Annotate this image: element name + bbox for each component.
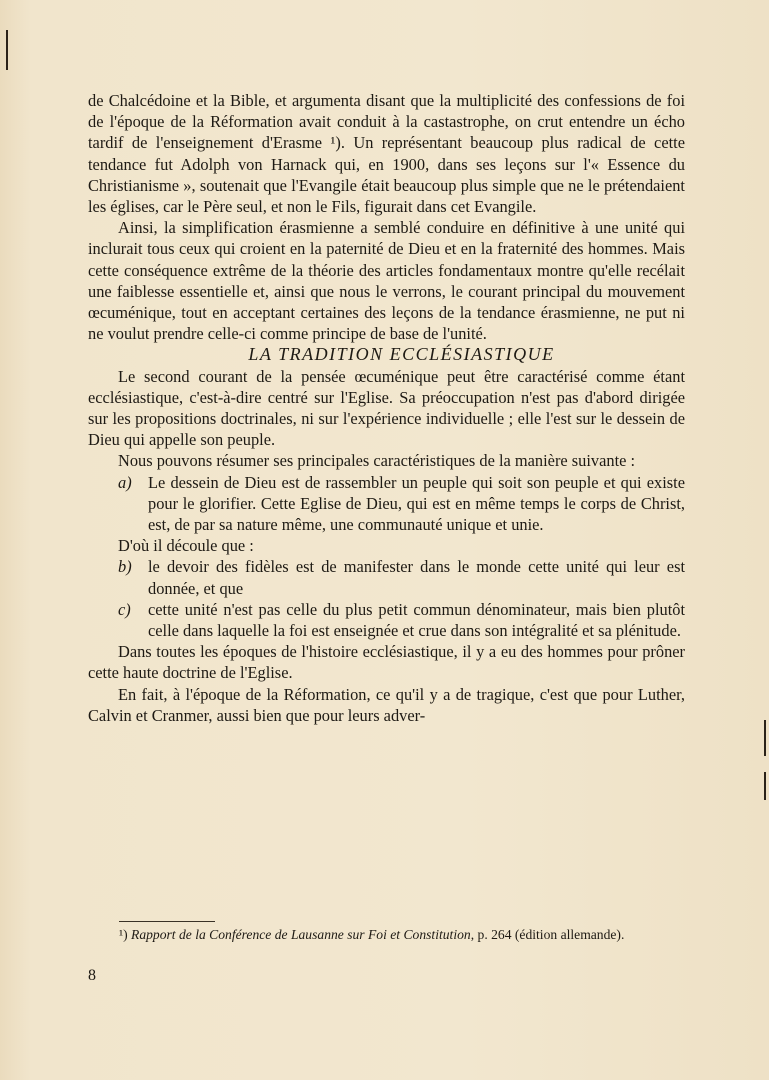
paragraph: de Chalcédoine et la Bible, et argumenta disant que la multiplicité des confessions de foi de l'époque de la Réformation avait conduit à la castastrophe, on crut entendre un écho tardif de l'enseignement d'Erasme ¹). Un représentant beaucoup plus radical de cette tendance fut Adolph von Harnack qui, en 1900, dans ses leçons sur l'« Essence du Christianisme », soutenait que l'Evangile était beaucoup plus simple que ne le prétendaient les églises, car le Père seul, et non le Fils, figurait dans cet Evangile. (88, 91, 685, 217)
section-heading: LA TRADITION ECCLÉSIASTIQUE (248, 344, 555, 365)
list-item (88, 472, 685, 536)
paragraph: Le second courant de la pensée œcuménique peut être caractérisé comme étant ecclésiastique, c'est-à-dire centré sur l'Eglise. Sa préoccupation n'est pas d'abord dirigée sur les propositions doctrinales, ni sur l'expérience individuelle ; elle l'est sur le dessein de Dieu qui appelle son peuple. (88, 366, 685, 450)
footnote-rest: , p. 264 (édition allemande). (470, 927, 625, 942)
page-edge-mark (764, 772, 766, 800)
list-item (88, 599, 685, 641)
page-edge-mark (6, 30, 8, 70)
paragraph: En fait, à l'époque de la Réformation, ce qu'il y a de tragique, c'est que pour Luther, Calvin et Cranmer, aussi bien que pour leurs adver- (88, 684, 685, 725)
list-marker: c) (118, 599, 131, 619)
list-marker: a) (118, 472, 132, 492)
paragraph: D'où il découle que : (118, 536, 254, 556)
list-marker: b) (118, 557, 132, 577)
footnote-title: Rapport de la Conférence de Lausanne sur Foi et Constitution (131, 927, 471, 942)
footnote (119, 926, 694, 944)
list-item-text: cette unité n'est pas celle du plus petit commun dénominateur, mais bien plutôt celle dans laquelle la foi est enseignée et crue dans son intégralité et sa plénitude. (148, 599, 685, 641)
list-item-text: le devoir des fidèles est de manifester dans le monde cette unité qui leur est donnée, et que (148, 557, 685, 598)
footnote-rule (119, 921, 215, 922)
list-item-text: Le dessein de Dieu est de rassembler un peuple qui soit son peuple et qui existe pour le glorifier. Cette Eglise de Dieu, qui est en même temps le corps de Christ, est, de par sa nature même, une communauté unique et unie. (148, 472, 685, 535)
paragraph: Ainsi, la simplification érasmienne a semblé conduire en définitive à une unité qui inclurait tous ceux qui croient en la paternité de Dieu et en la fraternité des hommes. Mais cette conséquence extrême de la théorie des articles fondamentaux montre qu'elle recélait une faiblesse essentielle et, ainsi que nous le verrons, le courant principal du mouvement œcuménique, tout en acceptant certaines des leçons de la tendance érasmienne, ne put ni ne voulut prendre celle-ci comme principe de base de l'unité. (88, 218, 685, 344)
page-number: 8 (88, 967, 96, 984)
body-text (88, 90, 685, 726)
list-item (88, 556, 685, 598)
paragraph: Dans toutes les époques de l'histoire ecclésiastique, il y a eu des hommes pour prôner cette haute doctrine de l'Eglise. (88, 642, 685, 683)
paragraph: Nous pouvons résumer ses principales caractéristiques de la manière suivante : (118, 451, 636, 471)
footnote-marker: ¹) (119, 927, 128, 942)
page-edge-mark (764, 720, 766, 756)
